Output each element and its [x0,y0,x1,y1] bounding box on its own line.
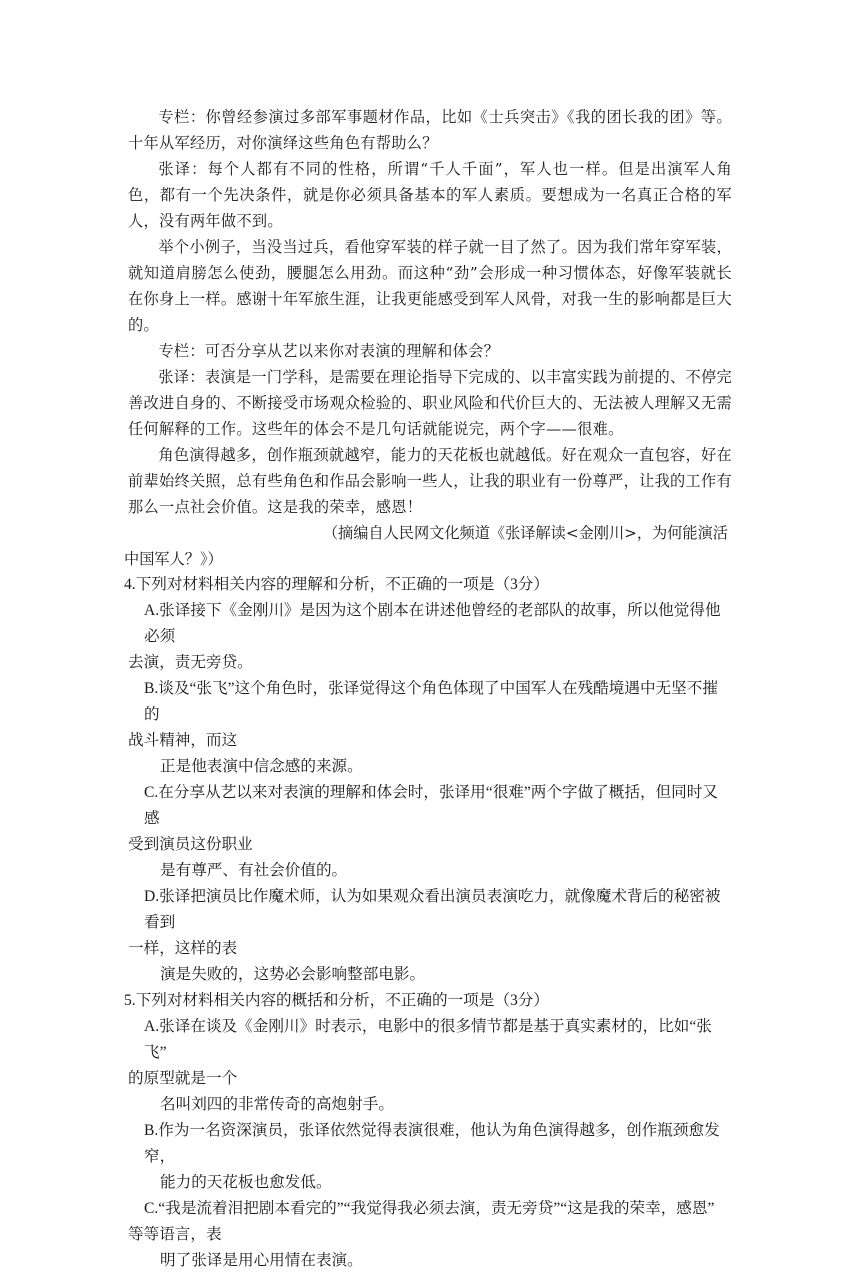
paragraph-question-1: 专栏：你曾经参演过多部军事题材作品，比如《士兵突击》《我的团长我的团》等。十年从军经历，对你演绎这些角色有帮助么？ [128,108,732,152]
question-4-option-b[interactable] [128,676,732,780]
option-text: A.张译在谈及《金刚川》时表示，电影中的很多情节都是基于真实素材的，比如“张飞” [144,1018,712,1061]
source-citation-line-1: （摘编自人民网文化频道《张译解读<金刚川>，为何能演活 [322,524,728,542]
option-text: C.“我是流着泪把剧本看完的”“我觉得我必须去演，责无旁贷”“这是我的荣幸，感恩” [144,1200,715,1217]
option-text: D.张译把演员比作魔术师，认为如果观众看出演员表演吃力，就像魔术背后的秘密被看到 [144,888,721,931]
question-5-option-c[interactable] [128,1196,732,1274]
question-4-stem: 4.下列对材料相关内容的理解和分析，不正确的一项是（3分） [124,576,549,593]
option-text: B.谈及“张飞”这个角色时，张译觉得这个角色体现了中国军人在残酷境遇中无坚不摧的 [144,680,718,723]
paragraph-answer-2-continued: 角色演得越多，创作瓶颈就越窄，能力的天花板也就越低。好在观众一直包容，好在前辈始终关照，总有些角色和作品会影响一些人，让我的职业有一份尊严，让我的工作有那么一点社会价值。这是我的荣幸，感恩！ [128,446,733,516]
question-5-option-b[interactable] [128,1118,732,1196]
option-text: C.在分享从艺以来对表演的理解和体会时，张译用“很难”两个字做了概括，但同时又感 [144,784,718,827]
option-text: A.张译接下《金刚川》是因为这个剧本在讲述他曾经的老部队的故事，所以他觉得他必须 [144,602,721,645]
interview-section [128,104,732,520]
option-text: 是有尊严、有社会价值的。 [160,862,348,879]
paragraph-answer-1-continued: 举个小例子，当没当过兵，看他穿军装的样子就一目了然了。因为我们常年穿军装，就知道肩膀怎么使劲，腰腿怎么用劲。而这种“劲”会形成一种习惯体态，好像军装就长在你身上一样。感谢十年军旅生涯，让我更能感受到军人风骨，对我一生的影响都是巨大的。 [128,238,733,334]
option-text: 正是他表演中信念感的来源。 [160,758,363,775]
paragraph-question-2: 专栏：可否分享从艺以来你对表演的理解和体会？ [158,342,500,360]
option-text: 演是失败的，这势必会影响整部电影。 [160,966,426,983]
paragraph-answer-1: 张译：每个人都有不同的性格，所谓“千人千面”，军人也一样。但是出演军人角色，都有一个先决条件，就是你必须具备基本的军人素质。要想成为一名真正合格的军人，没有两年做不到。 [128,160,732,230]
source-citation [124,520,732,572]
document-page [124,104,733,1274]
option-text: 的原型就是一个 [128,1070,238,1087]
option-text: 等等语言，表 [128,1226,222,1243]
option-text: 能力的天花板也愈发低。 [160,1174,332,1191]
option-text: B.作为一名资深演员，张译依然觉得表演很难，他认为角色演得越多，创作瓶颈愈发窄， [144,1122,720,1165]
option-text: 受到演员这份职业 [128,836,253,853]
option-text: 一样，这样的表 [128,940,238,957]
question-4-option-d[interactable] [128,884,732,988]
option-text: 明了张译是用心用情在表演。 [160,1252,363,1269]
option-text: 战斗精神，而这 [128,732,238,749]
question-4-option-c[interactable] [128,780,732,884]
option-text: 名叫刘四的非常传奇的高炮射手。 [160,1096,394,1113]
question-4 [124,572,732,988]
source-citation-line-2: 中国军人？》） [124,550,223,568]
question-5-option-a[interactable] [128,1014,732,1118]
question-5-stem: 5.下列对材料相关内容的概括和分析，不正确的一项是（3分） [124,992,549,1009]
option-text: 去演，责无旁贷。 [128,654,253,671]
question-4-option-a[interactable] [128,598,732,676]
question-5 [124,988,732,1274]
paragraph-answer-2: 张译：表演是一门学科，是需要在理论指导下完成的、以丰富实践为前提的、不停完善改进自身的、不断接受市场观众检验的、职业风险和代价巨大的、无法被人理解又无需任何解释的工作。这些年的体会不是几句话就能说完，两个字——很难。 [128,368,733,438]
